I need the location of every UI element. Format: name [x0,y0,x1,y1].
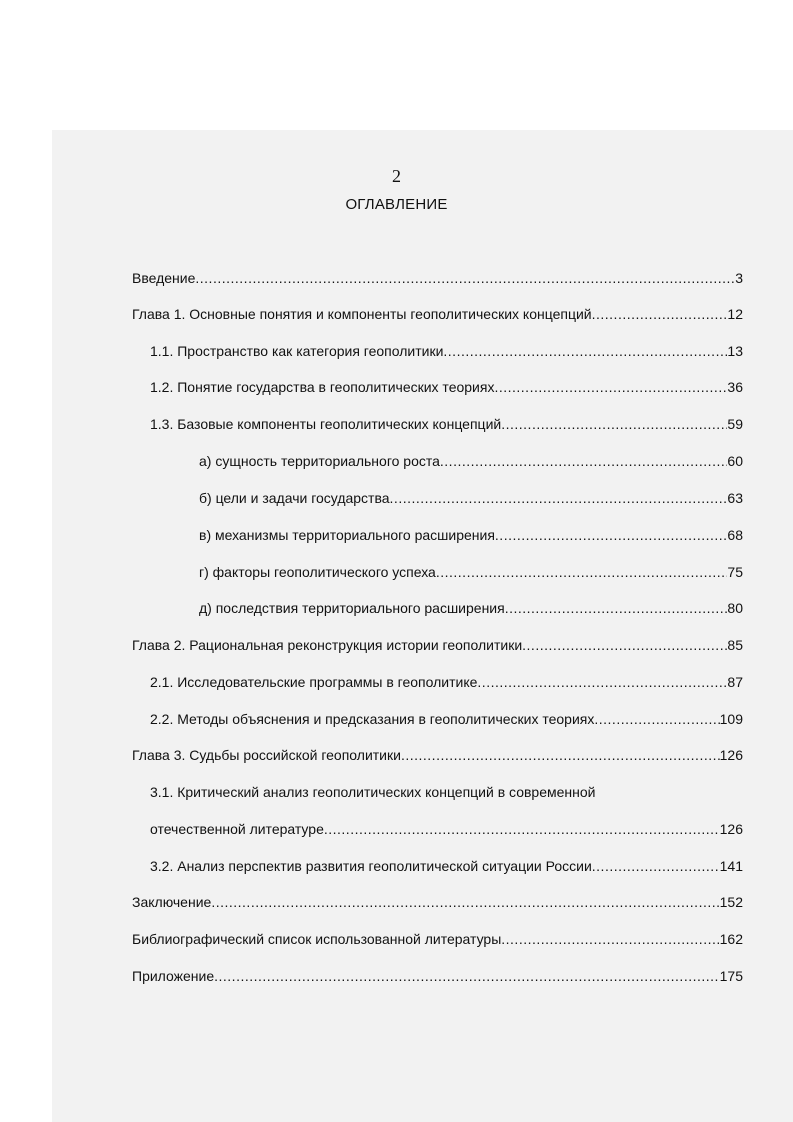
toc-entry-text: Приложение [132,968,215,984]
toc-entry-text: 1.2. Понятие государства в геополитических теориях [150,379,495,395]
toc-leader-dots [477,673,727,691]
toc-entry-chapter-3[interactable] [132,746,743,764]
toc-entry-text: отечественной литературе [150,821,324,837]
toc-entry-page: 59 [727,416,743,432]
toc-entry-subsection-a[interactable] [199,452,743,470]
toc-leader-dots [390,489,728,507]
toc-leader-dots [505,599,728,617]
toc-leader-dots [501,415,727,433]
toc-entry-text: а) сущность территориального роста [199,453,440,469]
toc-entry-conclusion[interactable] [132,893,743,911]
toc-entry-introduction[interactable] [132,269,743,287]
toc-entry-section-3-1-line1[interactable]: 3.1. Критический анализ геополитических концепций в современной [150,784,596,800]
toc-entry-section-1-1[interactable] [150,342,743,360]
toc-entry-chapter-1[interactable] [132,305,743,323]
toc-leader-dots [594,710,719,728]
toc-leader-dots [436,563,728,581]
toc-entry-page: 80 [727,600,743,616]
toc-leader-dots [592,857,720,875]
toc-leader-dots [195,269,735,287]
toc-leader-dots [440,452,728,470]
toc-entry-page: 85 [727,637,743,653]
toc-leader-dots [401,746,720,764]
toc-entry-page: 12 [727,306,743,322]
toc-leader-dots [214,967,720,985]
toc-entry-text: в) механизмы территориального расширения [199,527,495,543]
toc-leader-dots [494,378,727,396]
toc-entry-section-3-1[interactable] [150,820,743,838]
page-number: 2 [392,166,401,186]
toc-entry-section-3-2[interactable] [150,857,743,875]
toc-entry-subsection-v[interactable] [199,526,743,544]
toc-entry-bibliography[interactable] [132,930,743,948]
toc-entry-section-1-3[interactable] [150,415,743,433]
toc-entry-text: 1.3. Базовые компоненты геополитических концепций [150,416,502,432]
toc-entry-text: 3.2. Анализ перспектив развития геополитической ситуации России [150,858,592,874]
toc-entry-subsection-g[interactable] [199,563,743,581]
toc-entry-page: 175 [719,968,743,984]
toc-entry-page: 3 [735,270,743,286]
toc-entry-page: 126 [719,747,743,763]
toc-leader-dots [522,636,727,654]
toc-entry-text: 1.1. Пространство как категория геополитики [150,343,444,359]
toc-entry-text: б) цели и задачи государства [199,490,390,506]
toc-entry-page: 162 [719,931,743,947]
toc-entry-text: Введение [132,270,196,286]
toc-leader-dots [592,305,728,323]
toc-entry-section-2-1[interactable] [150,673,743,691]
toc-entry-text: Глава 2. Рациональная реконструкция истории геополитики [132,637,523,653]
toc-entry-page: 60 [727,453,743,469]
toc-entry-section-1-2[interactable] [150,378,743,396]
toc-entry-page: 75 [727,564,743,580]
toc-entry-page: 109 [719,711,743,727]
toc-leader-dots [324,820,720,838]
toc-entry-page: 13 [727,343,743,359]
toc-entry-page: 36 [727,379,743,395]
toc-entry-page: 126 [719,821,743,837]
toc-entry-text: Глава 1. Основные понятия и компоненты геополитических концепций [132,306,592,322]
toc-entry-subsection-d[interactable] [199,599,743,617]
toc-entry-text: д) последствия территориального расширения [199,600,505,616]
toc-entry-text: 2.1. Исследовательские программы в геополитике [150,674,478,690]
toc-entry-text: Глава 3. Судьбы российской геополитики [132,747,401,763]
toc-entry-text: Заключение [132,894,212,910]
toc-entry-chapter-2[interactable] [132,636,743,654]
toc-entry-appendix[interactable] [132,967,743,985]
toc-entry-page: 152 [719,894,743,910]
toc-entry-page: 68 [727,527,743,543]
toc-leader-dots [495,526,728,544]
toc-entry-subsection-b[interactable] [199,489,743,507]
toc-leader-dots [501,930,719,948]
toc-title: ОГЛАВЛЕНИЕ [345,196,448,213]
toc-entry-text: 2.2. Методы объяснения и предсказания в геополитических теориях [150,711,595,727]
toc-entry-section-2-2[interactable] [150,710,743,728]
toc-entry-text: Библиографический список использованной литературы [132,931,502,947]
toc-entry-page: 87 [727,674,743,690]
toc-entry-page: 63 [727,490,743,506]
toc-leader-dots [443,342,727,360]
toc-leader-dots [211,893,719,911]
toc-entry-text: г) факторы геополитического успеха [199,564,436,580]
toc-entry-page: 141 [719,858,743,874]
